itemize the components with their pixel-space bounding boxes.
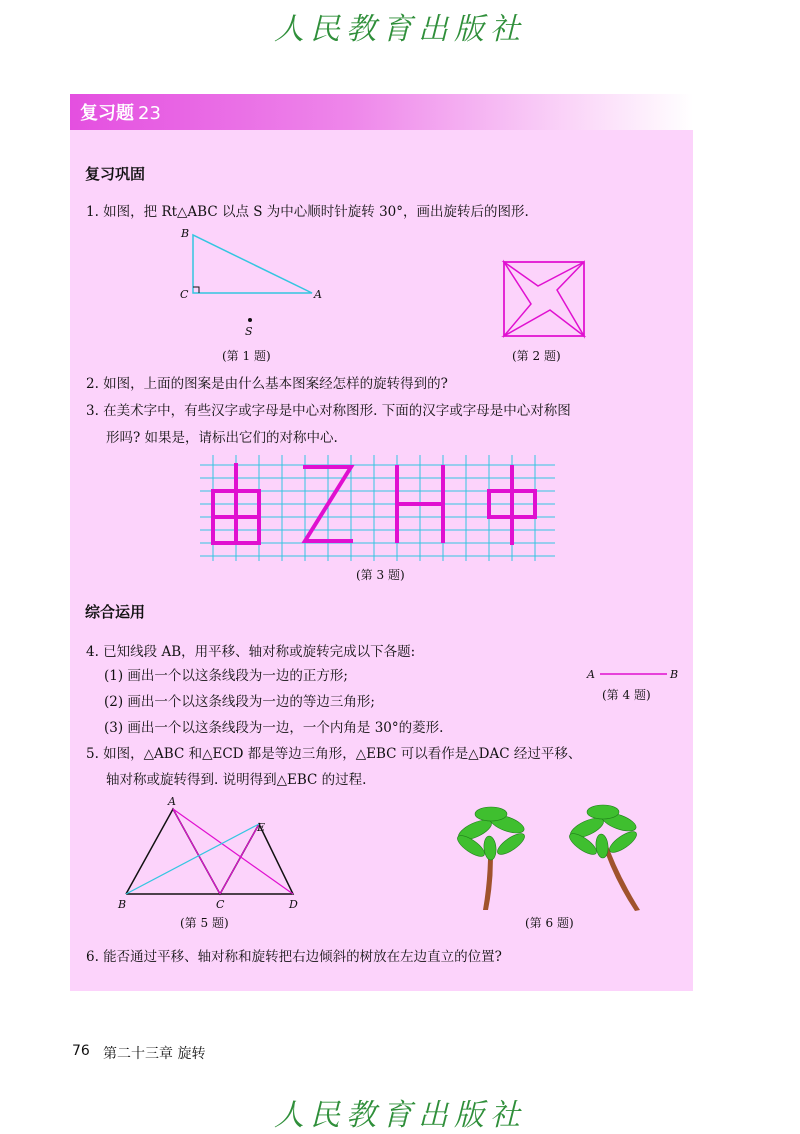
rotated-piece-left bbox=[504, 262, 531, 336]
segment-ac bbox=[173, 809, 220, 894]
outer-square bbox=[504, 262, 584, 336]
question-4: 4. 已知线段 AB，用平移、轴对称或旋转完成以下各题: bbox=[86, 644, 416, 660]
label-b: B bbox=[670, 668, 679, 681]
section-apply: 综合运用 bbox=[85, 603, 146, 621]
rotated-piece-bottom bbox=[504, 310, 584, 336]
question-4-3: (3) 画出一个以这条线段为一边，一个内角是 30°的菱形. bbox=[104, 720, 444, 736]
figure-3 bbox=[200, 455, 560, 563]
question-6: 6. 能否通过平移、轴对称和旋转把右边倾斜的树放在左边直立的位置? bbox=[86, 949, 502, 965]
label-d: D bbox=[289, 898, 298, 910]
grid-lines bbox=[200, 455, 555, 561]
caption-fig4: (第 4 题) bbox=[602, 688, 651, 702]
caption-fig3: (第 3 题) bbox=[356, 568, 405, 582]
palm-tree-upright bbox=[455, 807, 528, 910]
right-angle-mark bbox=[193, 287, 199, 293]
triangle-abc bbox=[193, 235, 312, 293]
question-5-line2: 轴对称或旋转得到. 说明得到△EBC 的过程. bbox=[106, 772, 367, 788]
label-b: B bbox=[181, 227, 190, 240]
palm-tree-tilted bbox=[566, 805, 640, 911]
figure-5 bbox=[112, 794, 312, 910]
figure-1 bbox=[175, 225, 325, 340]
label-c: C bbox=[216, 898, 225, 910]
question-3-line1: 3. 在美术字中，有些汉字或字母是中心对称图形. 下面的汉字或字母是中心对称图 bbox=[86, 403, 571, 419]
label-a: A bbox=[314, 288, 322, 301]
publisher-watermark-bottom: 人民教育出版社 bbox=[274, 1098, 526, 1133]
page-number: 76 bbox=[72, 1043, 90, 1059]
label-e: E bbox=[257, 821, 266, 834]
label-a: A bbox=[587, 668, 595, 681]
question-2: 2. 如图，上面的图案是由什么基本图案经怎样的旋转得到的? bbox=[86, 376, 448, 392]
question-4-2: (2) 画出一个以这条线段为一边的等边三角形; bbox=[104, 694, 375, 710]
figure-2 bbox=[500, 258, 588, 340]
title-text: 复习题 bbox=[80, 103, 134, 124]
label-s: S bbox=[245, 325, 253, 338]
caption-fig1: (第 1 题) bbox=[222, 349, 271, 363]
section-consolidate: 复习巩固 bbox=[85, 165, 146, 183]
label-c: C bbox=[180, 288, 189, 301]
figure-4 bbox=[585, 664, 685, 684]
label-a: A bbox=[168, 795, 176, 808]
publisher-watermark-top: 人民教育出版社 bbox=[274, 12, 526, 47]
title-bar bbox=[70, 94, 693, 130]
question-1: 1. 如图，把 Rt△ABC 以点 S 为中心顺时针旋转 30°，画出旋转后的图形. bbox=[86, 204, 529, 220]
point-s bbox=[248, 318, 252, 322]
question-3-line2: 形吗? 如果是，请标出它们的对称中心. bbox=[106, 430, 338, 446]
figure-6 bbox=[455, 800, 665, 912]
caption-fig5: (第 5 题) bbox=[180, 916, 229, 930]
label-b: B bbox=[118, 898, 127, 910]
page-title bbox=[80, 99, 161, 125]
caption-fig2: (第 2 题) bbox=[512, 349, 561, 363]
caption-fig6: (第 6 题) bbox=[525, 916, 574, 930]
chapter-title: 第二十三章 旋转 bbox=[103, 1046, 206, 1062]
title-number: 23 bbox=[138, 103, 161, 124]
question-4-1: (1) 画出一个以这条线段为一边的正方形; bbox=[104, 668, 348, 684]
question-5-line1: 5. 如图，△ABC 和△ECD 都是等边三角形，△EBC 可以看作是△DAC 经过平移、 bbox=[86, 746, 582, 762]
segment-ad bbox=[173, 809, 293, 894]
